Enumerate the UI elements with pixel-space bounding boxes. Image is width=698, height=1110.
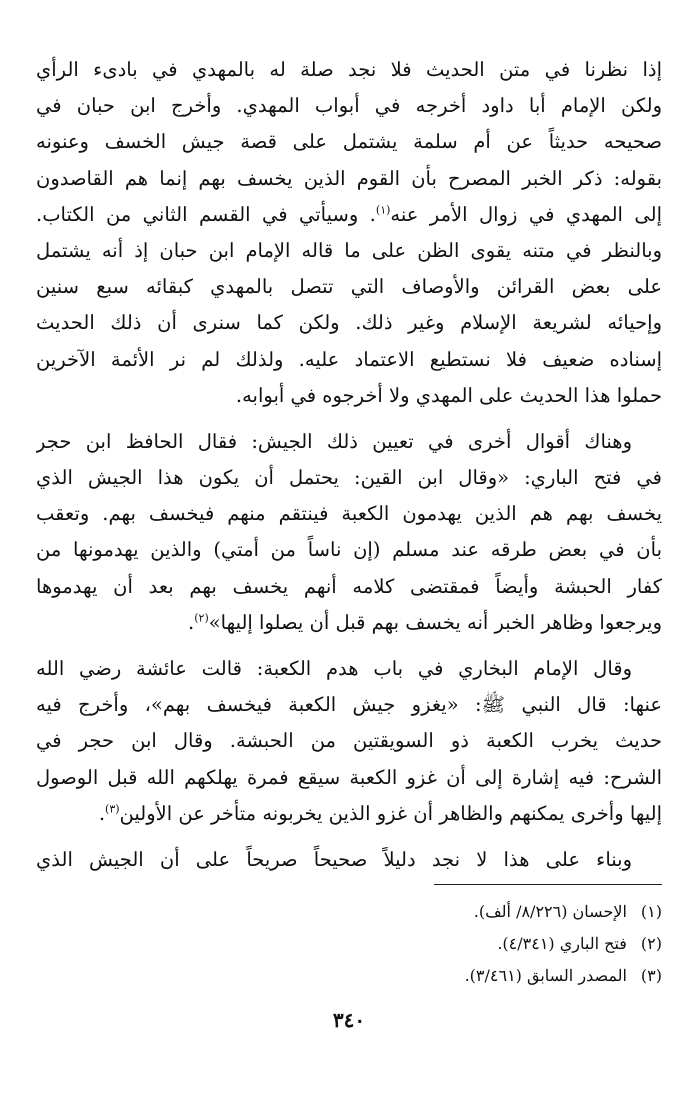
- text-line: وهناك أقوال أخرى في تعيين ذلك الجيش: فقال الحافظ ابن حجر: [36, 429, 632, 453]
- footnote-item: [260, 960, 662, 992]
- footnote-text: الإحسان (٨/٢٢٦/ ألف).: [473, 902, 627, 921]
- text-line: إسناده ضعيف فلا نستطيع الاعتماد عليه. ولذلك لم نر الأئمة الآخرين: [36, 347, 662, 371]
- text-line: وبناء على هذا لا نجد دليلاً صحيحاً صريحاً على أن الجيش الذي: [36, 847, 632, 871]
- footnote-text: فتح الباري (٤/٣٤١).: [497, 934, 627, 953]
- footnote-number: (٢): [640, 934, 662, 953]
- footnote-item: [260, 928, 662, 960]
- paragraph-gap: [36, 414, 662, 424]
- text-line: على بعض القرائن والأوصاف التي تتصل بالمهدي كبقائه سبع سنين: [36, 275, 662, 299]
- text-fragment: . وسيأتي في القسم الثاني من الكتاب.: [36, 202, 376, 226]
- text-line: ولكن الإمام أبا داود أخرجه في أبواب المهدي. وأخرج ابن حبان في: [36, 94, 662, 118]
- text-line: كفار الحبشة وأيضاً فمقتضى كلامه أنهم يخسف بهم بعد أن يهدموها: [36, 574, 662, 598]
- paragraph-gap: [36, 641, 662, 651]
- text-fragment: ويرجعوا وظاهر الخبر أنه يخسف بهم قبل أن يصلوا إليها»: [208, 610, 662, 634]
- text-line: يخسف بهم هم الذين يهدمون الكعبة فينتقم منهم فيخسف بهم. وتعقب: [36, 502, 662, 526]
- footnote-ref-1: (١): [375, 203, 391, 217]
- footnote-text: المصدر السابق (٣/٤٦١).: [464, 966, 627, 985]
- text-line: صحيحه حديثاً عن أم سلمة يشتمل على قصة جيش الخسف وعنونه: [36, 130, 662, 154]
- text-line: حديث يخرب الكعبة ذو السويقتين من الحبشة. وقال ابن حجر في: [36, 729, 662, 753]
- text-line: [36, 796, 662, 832]
- text-line: في فتح الباري: «وقال ابن القين: يحتمل أن يكون هذا الجيش الذي: [36, 466, 662, 490]
- main-text: [36, 52, 662, 878]
- page-number: ٣٤٠: [332, 1008, 366, 1032]
- footnote-number: (٣): [640, 966, 662, 985]
- text-line: عنها: قال النبي ﷺ: «يغزو جيش الكعبة فيخسف بهم»، وأخرج فيه: [36, 693, 662, 717]
- text-line: [36, 605, 662, 641]
- paragraph-gap: [36, 832, 662, 842]
- footnote-divider: [434, 884, 662, 885]
- text-line: [36, 197, 662, 233]
- text-fragment: .: [98, 801, 106, 825]
- text-line: وبالنظر في متنه يقوى الظن على ما قاله الإمام ابن حبان إذ أنه يشتمل: [36, 238, 662, 262]
- footnotes: [260, 896, 662, 992]
- text-fragment: إلى المهدي في زوال الأمر عنه: [390, 202, 662, 226]
- text-line: وإحيائه لشريعة الإسلام وغير ذلك. ولكن كما سنرى أن ذلك الحديث: [36, 311, 662, 335]
- text-line: الشرح: فيه إشارة إلى أن غزو الكعبة سيقع فمرة يهلكهم الله قبل الوصول: [36, 765, 662, 789]
- footnote-ref-2: (٢): [194, 611, 209, 625]
- footnote-ref-3: (٣): [105, 802, 120, 816]
- footnote-number: (١): [640, 902, 662, 921]
- text-line: بأن في بعض طرقه عند مسلم (إن ناساً من أمتي) والذين يهدمونها من: [36, 538, 662, 562]
- text-line: بقوله: ذكر الخبر المصرح بأن القوم الذين يخسف بهم إنما هم القاصدون: [36, 166, 662, 190]
- text-line: وقال الإمام البخاري في باب هدم الكعبة: قالت عائشة رضي الله: [36, 657, 632, 680]
- text-fragment: إليها وأخرى يمكنهم والظاهر أن غزو الذين يخربونه متأخر عن الأولين: [119, 801, 662, 825]
- text-line: حملوا هذا الحديث على المهدي ولا أخرجوه في أبوابه.: [235, 383, 662, 407]
- footnote-item: [260, 896, 662, 928]
- text-fragment: .: [188, 610, 195, 634]
- text-line: إذا نظرنا في متن الحديث فلا نجد صلة له بالمهدي في بادىء الرأي: [36, 58, 662, 81]
